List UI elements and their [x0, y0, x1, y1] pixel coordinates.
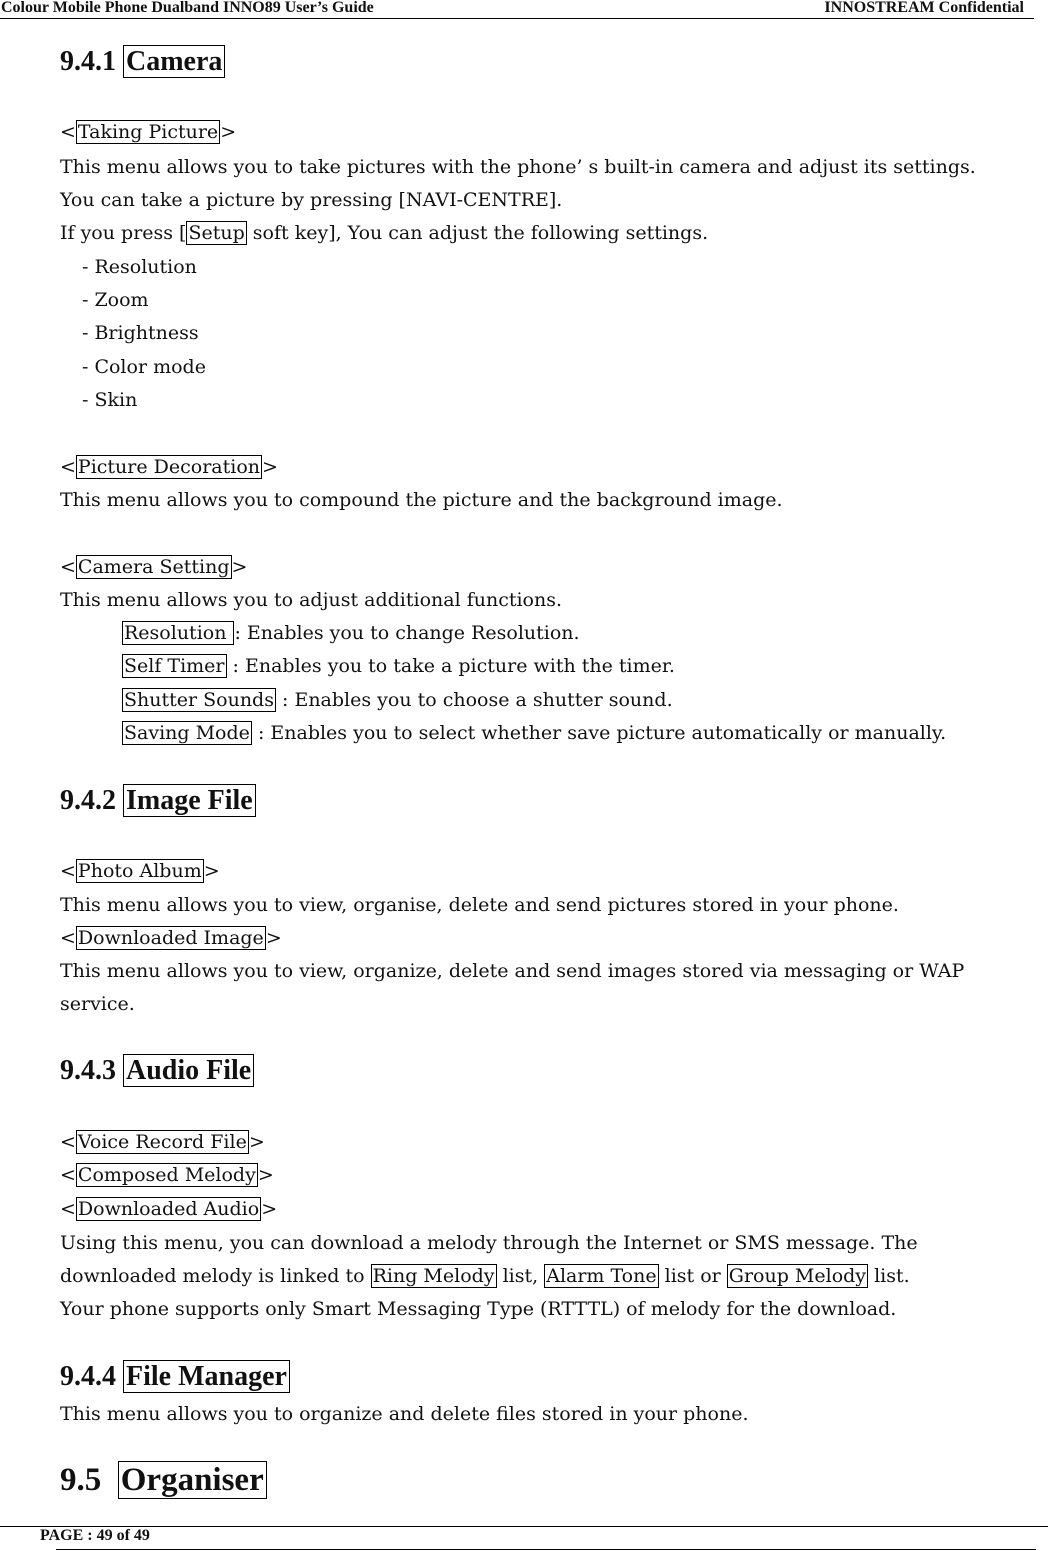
paragraph: This menu allows you to take pictures with the phone’ s built-in camera and adjust its settings.: [60, 156, 976, 178]
heading-number: 9.4.2: [60, 785, 116, 816]
setting-definition: [122, 654, 675, 678]
link-downloaded-audio[interactable]: Downloaded Audio: [77, 1198, 260, 1220]
subheading-photo-album: < Photo Album >: [60, 860, 220, 882]
subheading-voice-record-file: < Voice Record File >: [60, 1131, 265, 1153]
paragraph: This menu allows you to view, organize, delete and send images stored via messaging or WAP: [60, 960, 965, 982]
subheading-downloaded-image: < Downloaded Image >: [60, 927, 282, 949]
subheading-camera-setting: < Camera Setting >: [60, 556, 248, 578]
heading-number: 9.4.4: [60, 1361, 116, 1392]
text: If you press [: [60, 222, 187, 244]
text: list or: [658, 1265, 727, 1287]
subheading-composed-melody: < Composed Melody >: [60, 1164, 274, 1186]
heading-link-camera[interactable]: Camera: [123, 45, 225, 78]
paragraph: [60, 1264, 910, 1288]
text: soft key], You can adjust the following settings.: [246, 222, 709, 244]
paragraph: This menu allows you to view, organise, delete and send pictures stored in your phone.: [60, 894, 899, 916]
heading-link-file-manager[interactable]: File Manager: [123, 1360, 290, 1393]
page-header: [0, 0, 1034, 19]
definition-text: : Enables you to select whether save picture automatically or manually.: [251, 722, 947, 744]
link-composed-melody[interactable]: Composed Melody: [77, 1164, 256, 1186]
link-group-melody[interactable]: Group Melody: [728, 1265, 867, 1287]
link-alarm-tone[interactable]: Alarm Tone: [546, 1265, 657, 1287]
heading-link-audio-file[interactable]: Audio File: [123, 1054, 254, 1087]
link-downloaded-image[interactable]: Downloaded Image: [77, 927, 264, 949]
heading-organiser: [60, 1461, 267, 1499]
paragraph: This menu allows you to compound the picture and the background image.: [60, 489, 783, 511]
header-confidential: INNOSTREAM Confidential: [824, 0, 1024, 16]
text: list,: [496, 1265, 545, 1287]
list-item: - Brightness: [82, 322, 199, 344]
link-self-timer[interactable]: Self Timer: [124, 655, 225, 677]
header-doc-title: Colour Mobile Phone Dualband INNO89 User’s Guide: [1, 0, 374, 16]
heading-link-image-file[interactable]: Image File: [123, 784, 256, 817]
heading-camera: [60, 45, 225, 79]
page-number: PAGE : 49 of 49: [40, 1527, 150, 1544]
heading-number: 9.5: [60, 1462, 102, 1498]
heading-image-file: [60, 784, 256, 818]
link-setup-key[interactable]: Setup: [188, 222, 245, 244]
subheading-downloaded-audio: < Downloaded Audio >: [60, 1198, 278, 1220]
subheading-picture-decoration: < Picture Decoration >: [60, 456, 278, 478]
definition-text: : Enables you to take a picture with the timer.: [226, 655, 675, 677]
heading-number: 9.4.3: [60, 1055, 116, 1086]
list-item: - Zoom: [82, 289, 149, 311]
link-camera-setting[interactable]: Camera Setting: [77, 556, 230, 578]
paragraph: service.: [60, 993, 135, 1015]
subheading-taking-picture: < Taking Picture >: [60, 121, 237, 143]
heading-number: 9.4.1: [60, 46, 116, 77]
text: downloaded melody is linked to: [60, 1265, 371, 1287]
paragraph: You can take a picture by pressing [NAVI-CENTRE].: [60, 189, 563, 211]
heading-audio-file: [60, 1054, 254, 1088]
list-item: - Resolution: [82, 256, 197, 278]
definition-text: : Enables you to change Resolution.: [234, 622, 580, 644]
paragraph: This menu allows you to adjust additional functions.: [60, 589, 563, 611]
link-resolution[interactable]: Resolution: [124, 622, 233, 644]
link-saving-mode[interactable]: Saving Mode: [124, 722, 250, 744]
paragraph: This menu allows you to organize and delete files stored in your phone.: [60, 1403, 749, 1425]
link-photo-album[interactable]: Photo Album: [77, 860, 202, 882]
link-taking-picture[interactable]: Taking Picture: [77, 121, 219, 143]
heading-link-organiser[interactable]: Organiser: [118, 1461, 267, 1499]
heading-file-manager: [60, 1360, 290, 1394]
list-item: - Skin: [82, 389, 138, 411]
setting-definition: [122, 621, 580, 645]
link-shutter-sounds[interactable]: Shutter Sounds: [124, 689, 274, 711]
text: list.: [868, 1265, 910, 1287]
setting-definition: [122, 688, 673, 712]
setting-definition: [122, 721, 946, 745]
footer-rule: [56, 1549, 1036, 1550]
page-footer: [0, 1526, 1048, 1551]
paragraph: Your phone supports only Smart Messaging Type (RTTTL) of melody for the download.: [60, 1298, 897, 1320]
link-picture-decoration[interactable]: Picture Decoration: [77, 456, 261, 478]
paragraph: [60, 221, 708, 245]
paragraph: Using this menu, you can download a melody through the Internet or SMS message. The: [60, 1232, 918, 1254]
definition-text: : Enables you to choose a shutter sound.: [275, 689, 673, 711]
list-item: - Color mode: [82, 356, 206, 378]
link-ring-melody[interactable]: Ring Melody: [372, 1265, 495, 1287]
link-voice-record-file[interactable]: Voice Record File: [77, 1131, 247, 1153]
